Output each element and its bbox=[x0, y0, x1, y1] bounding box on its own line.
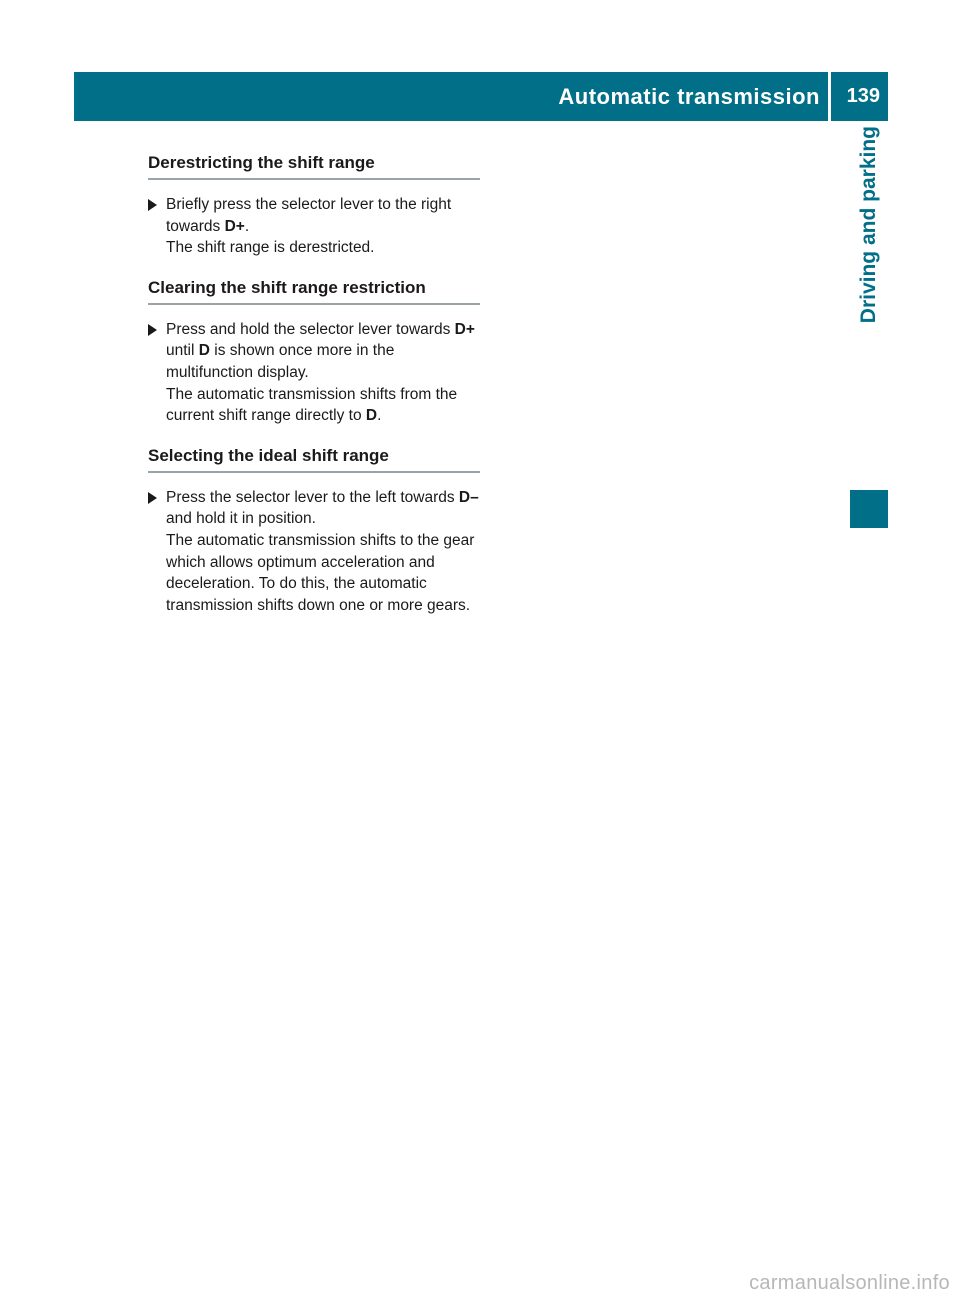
instruction-step bbox=[148, 319, 480, 427]
instruction-step bbox=[148, 194, 480, 259]
step-arrow-icon bbox=[148, 199, 157, 211]
step-action: Briefly press the selector lever to the right towards D+. bbox=[166, 196, 452, 235]
header-bar bbox=[74, 72, 888, 121]
instruction-step bbox=[148, 487, 480, 617]
page-number: 139 bbox=[846, 85, 880, 107]
step-arrow-icon bbox=[148, 324, 157, 336]
main-content bbox=[148, 150, 480, 632]
chapter-tab bbox=[850, 121, 888, 481]
step-action: Press the selector lever to the left towards D– and hold it in position. bbox=[166, 488, 479, 528]
section-heading-derestricting: Derestricting the shift range bbox=[148, 150, 480, 180]
header-divider bbox=[828, 72, 831, 121]
step-result: The shift range is derestricted. bbox=[166, 239, 375, 257]
step-action: Press and hold the selector lever towards D+ until D is shown once more in the multifunction display. bbox=[166, 320, 475, 381]
page-title: Automatic transmission bbox=[558, 84, 820, 109]
step-arrow-icon bbox=[148, 492, 157, 504]
chapter-marker bbox=[850, 490, 888, 528]
section-heading-selecting: Selecting the ideal shift range bbox=[148, 443, 480, 473]
step-result: The automatic transmission shifts to the gear which allows optimum acceleration and deceleration. To do this, the automatic transmission shifts down one or more gears. bbox=[166, 531, 475, 614]
footer-watermark: carmanualsonline.info bbox=[749, 1272, 950, 1294]
step-result: The automatic transmission shifts from the current shift range directly to D. bbox=[166, 385, 458, 425]
section-heading-clearing: Clearing the shift range restriction bbox=[148, 275, 480, 305]
chapter-tab-label: Driving and parking bbox=[857, 126, 880, 324]
